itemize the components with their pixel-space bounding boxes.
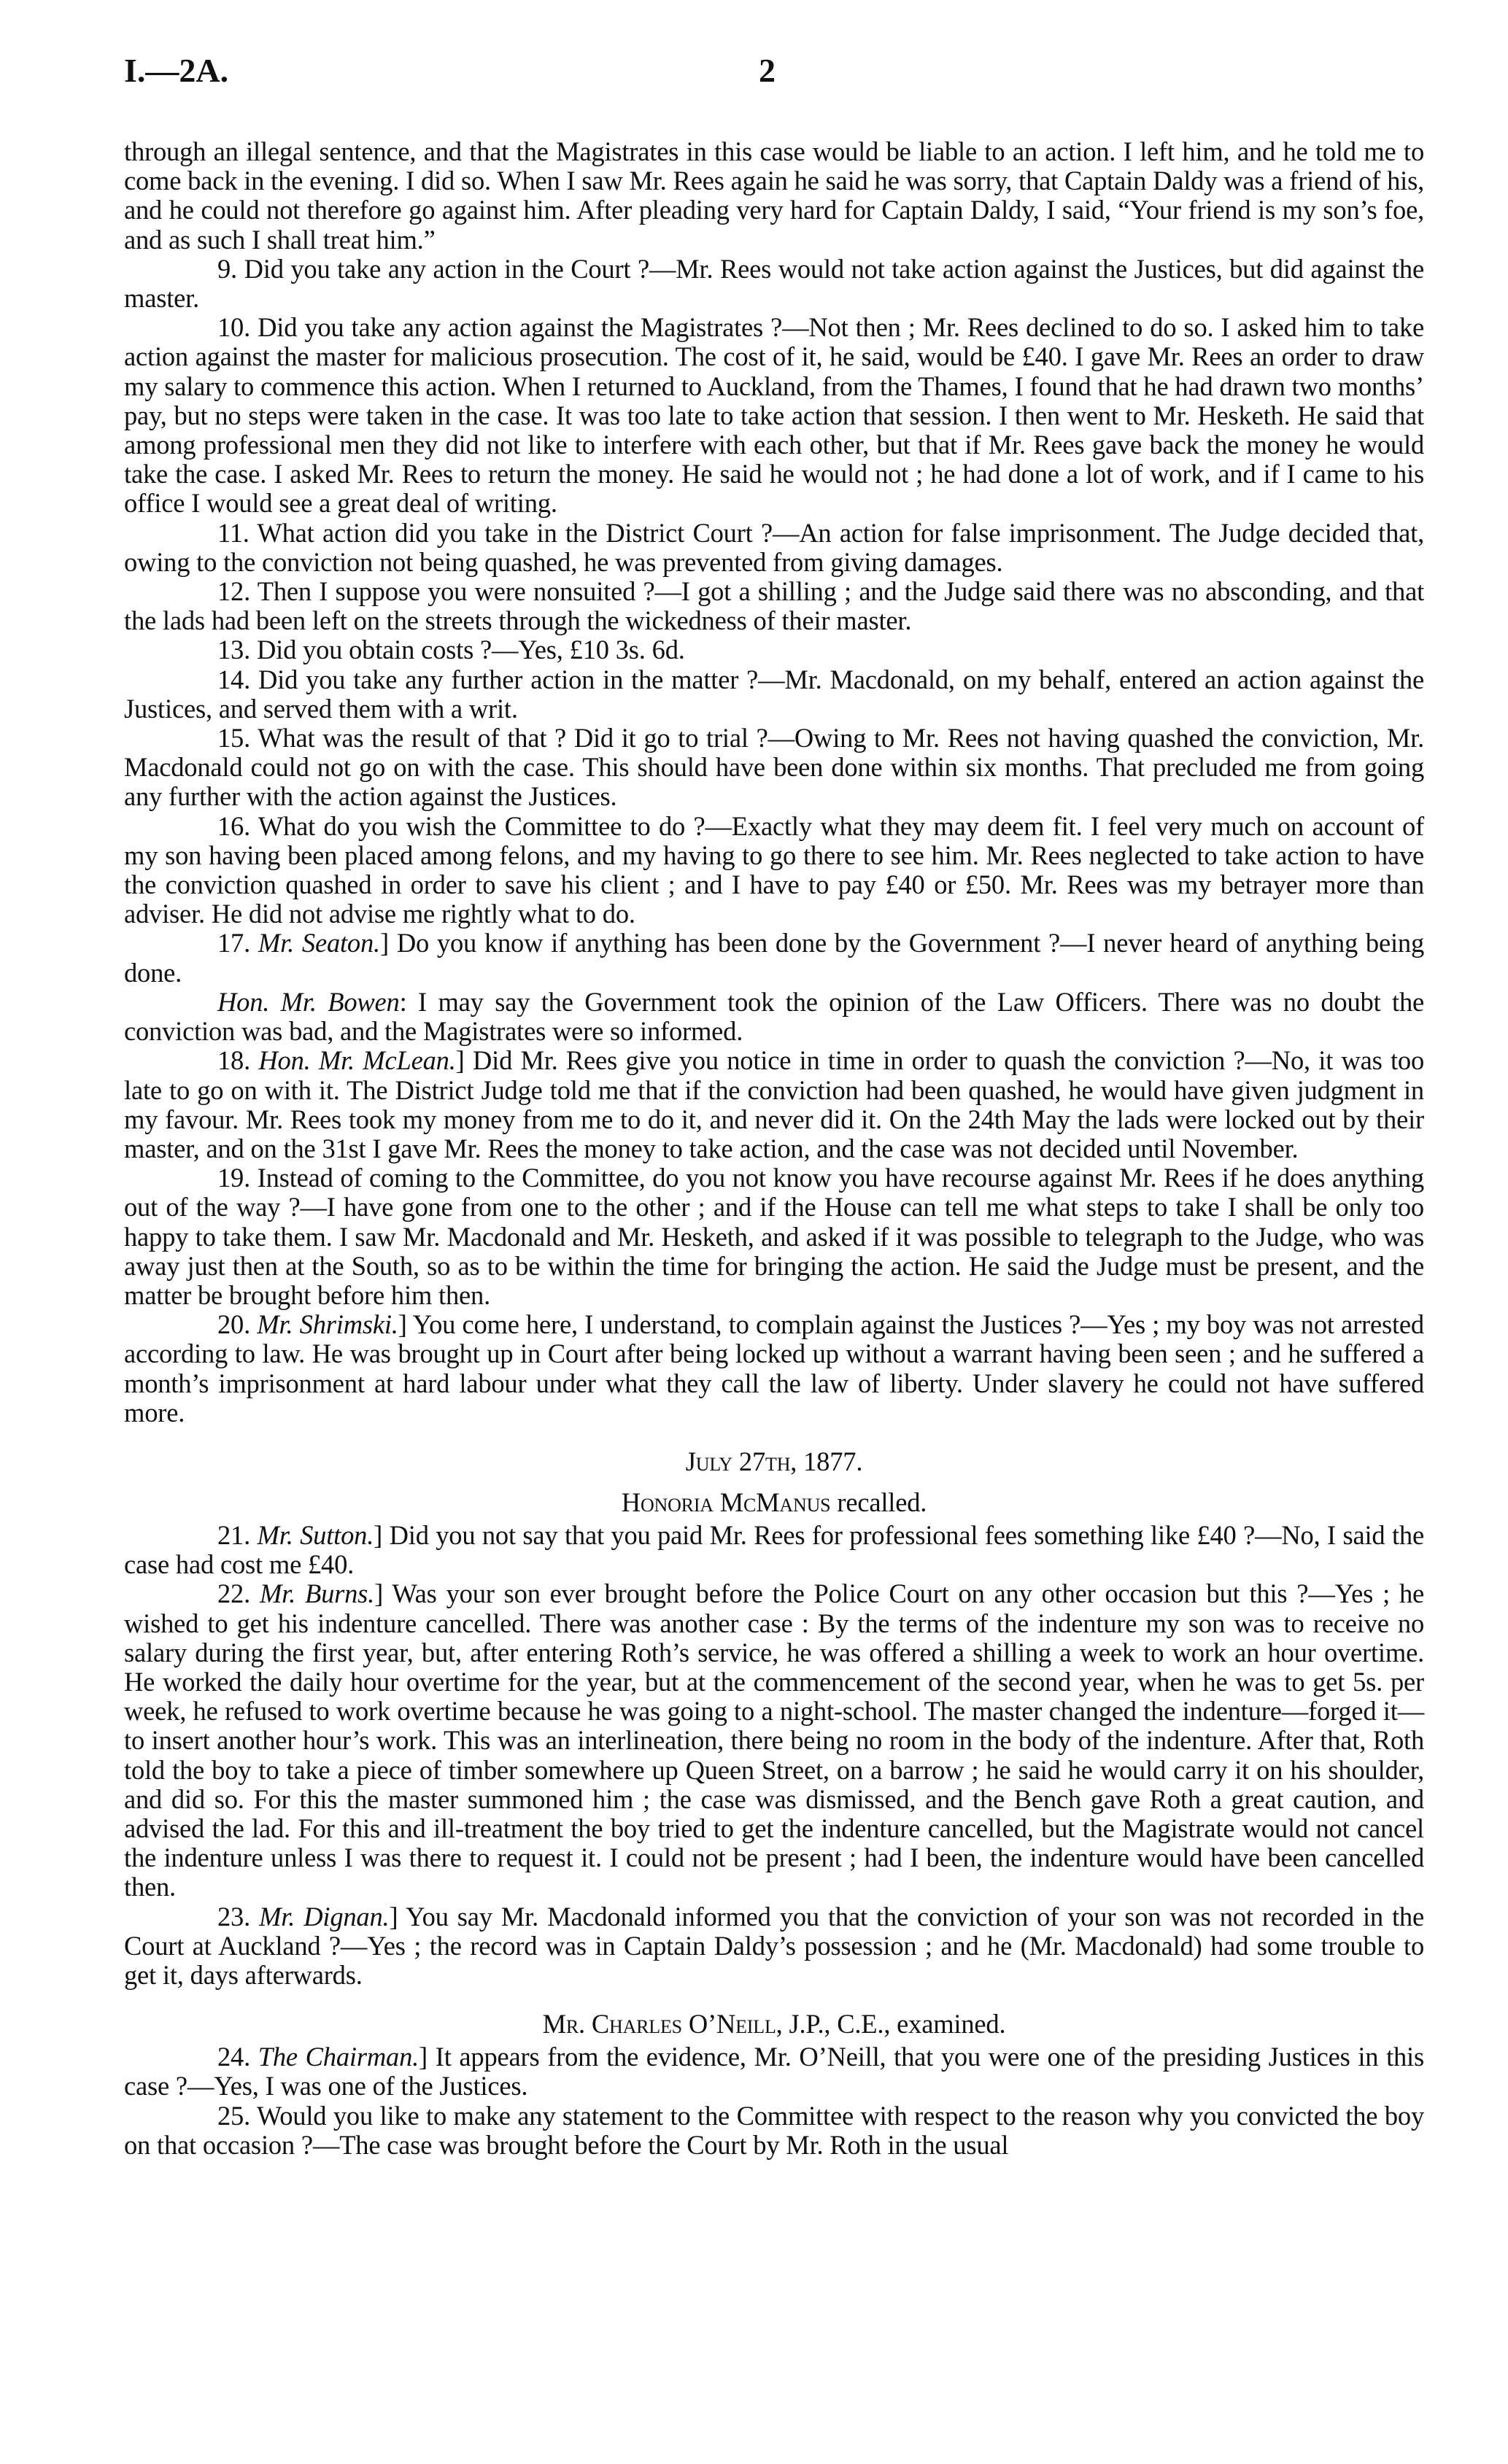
- testimony-paragraph: [124, 1310, 1424, 1427]
- section-heading: [124, 1446, 1424, 1477]
- witness-name: Mr. Charles O’Neill: [542, 2009, 776, 2039]
- speaker-separator: ]: [374, 1578, 384, 1609]
- testimony-paragraph: [124, 665, 1424, 724]
- speaker-name: Mr. Seaton.: [258, 928, 380, 958]
- testimony-paragraph: [124, 577, 1424, 635]
- speaker-separator: :: [399, 986, 407, 1017]
- paragraph-text: Did you take any further action in the matter ?—Mr. Macdonald, on my behalf, entered an action against the Justices, and served them with a writ.: [124, 664, 1424, 724]
- speaker-separator: ]: [398, 1309, 407, 1340]
- heading-text: recalled.: [830, 1487, 927, 1517]
- question-number: 10.: [217, 312, 251, 343]
- testimony-paragraph: [124, 929, 1424, 987]
- speaker-name: Mr. Shrimski.: [257, 1309, 398, 1340]
- paragraph-text: Was your son ever brought before the Police Court on any other occasion but this ?—Yes ; he wished to get his indenture cancelled. There was another case : By the terms of the indenture my son was to receive no salary during the first year, but, after entering Roth’s service, he was offered a shilling a week to work an hour overtime. He worked the daily hour overtime for the year, but at the commencement of the second year, when he was to get 5s. per week, he refused to work overtime because he was going to a night-school. The master changed the indenture—forged it—to insert another hour’s work. This was an interlineation, there being no room in the body of the indenture. After that, Roth told the boy to take a piece of timber somewhere up Queen Street, on a barrow ; he said he would carry it on his shoulder, and did so. For this the master summoned him ; the case was dismissed, and the Bench gave Roth a great caution, and advised the lad. For this and ill-treatment the boy tried to get the indenture cancelled, but the Magistrate would not cancel the indenture unless I was there to request it. I could not be present ; had I been, the indenture would have been cancelled then.: [124, 1578, 1424, 1902]
- paragraph-text: Do you know if anything has been done by the Government ?—I never heard of anything being done.: [124, 928, 1425, 988]
- paragraph-text: It appears from the evidence, Mr. O’Neill, that you were one of the presiding Justices in this case ?—Yes, I was one of the Justices.: [124, 2042, 1425, 2101]
- document-body: [124, 137, 1424, 2160]
- testimony-paragraph: [124, 137, 1424, 255]
- question-number: 13.: [217, 635, 251, 665]
- paragraph-text: through an illegal sentence, and that the Magistrates in this case would be liable to an action. I left him, and he told me to come back in the evening. I did so. When I saw Mr. Rees again he said he was sorry, that Captain Daldy was a friend of his, and he could not therefore go against him. After pleading very hard for Captain Daldy, I said, “Your friend is my son’s foe, and as such I shall treat him.”: [124, 136, 1424, 255]
- testimony-paragraph: [124, 1046, 1424, 1163]
- question-number: 18.: [217, 1045, 251, 1076]
- question-number: 19.: [217, 1163, 251, 1193]
- testimony-paragraph: [124, 2042, 1424, 2101]
- speaker-separator: ]: [419, 2042, 428, 2072]
- document-reference: I.—2A.: [124, 52, 229, 89]
- speaker-separator: ]: [455, 1045, 465, 1076]
- question-number: 25.: [217, 2100, 251, 2131]
- question-number: 14.: [217, 664, 251, 694]
- testimony-paragraph: [124, 1163, 1424, 1310]
- question-number: 12.: [217, 576, 251, 607]
- testimony-paragraph: [124, 519, 1424, 577]
- testimony-paragraph: [124, 812, 1424, 929]
- speaker-name: Mr. Sutton.: [257, 1519, 374, 1550]
- question-number: 24.: [217, 2042, 251, 2072]
- question-number: 9.: [217, 253, 237, 284]
- page-number: 2: [759, 52, 776, 89]
- speaker-name: Hon. Mr. McLean.: [258, 1045, 456, 1076]
- paragraph-text: Would you like to make any statement to the Committee with respect to the reason why you convicted the boy on that occasion ?—The case was brought before the Court by Mr. Roth in the usual: [124, 2100, 1424, 2160]
- paragraph-text: Did you take any action in the Court ?—Mr. Rees would not take action against the Justices, but did against the master.: [124, 253, 1424, 314]
- testimony-paragraph: [124, 2101, 1424, 2160]
- question-number: 20.: [217, 1309, 251, 1340]
- testimony-paragraph: [124, 988, 1424, 1046]
- paragraph-text: What do you wish the Committee to do ?—Exactly what they may deem fit. I feel very much on account of my son having been placed among felons, and my having to go there to see him. Mr. Rees neglected to take action to have the conviction quashed in order to save his client ; and I have to pay £40 or £50. Mr. Rees was my betrayer more than adviser. He did not advise me rightly what to do.: [124, 810, 1425, 929]
- testimony-paragraph: [124, 255, 1424, 313]
- paragraph-text: Did you take any action against the Magistrates ?—Not then ; Mr. Rees declined to do so. I asked him to take action against the master for malicious prosecution. The cost of it, he said, would be £40. I gave Mr. Rees an order to draw my salary to commence this action. When I returned to Auckland, from the Thames, I found that he had drawn two months’ pay, but no steps were taken in the case. It was too late to take action that session. I then went to Mr. Hesketh. He said that among professional men they did not like to interfere with each other, but that if Mr. Rees gave back the money he would take the case. I asked Mr. Rees to return the money. He said he would not ; he had done a lot of work, and if I came to his office I would see a great deal of writing.: [124, 312, 1424, 519]
- paragraph-text: Then I suppose you were nonsuited ?—I got a shilling ; and the Judge said there was no absconding, and that the lads had been left on the streets through the wickedness of their master.: [124, 576, 1425, 636]
- witness-name: Honoria McManus: [621, 1487, 831, 1517]
- testimony-paragraph: [124, 635, 1424, 665]
- testimony-paragraph: [124, 724, 1424, 812]
- speaker-name: The Chairman.: [258, 2042, 419, 2072]
- testimony-paragraph: [124, 313, 1424, 518]
- paragraph-text: You come here, I understand, to complain against the Justices ?—Yes ; my boy was not arrested according to law. He was brought up in Court after being locked up without a warrant having been seen ; and he suffered a month’s imprisonment at hard labour under what they call the law of liberty. Under slavery he could not have suffered more.: [124, 1309, 1424, 1427]
- question-number: 15.: [217, 723, 251, 753]
- speaker-name: Mr. Dignan.: [259, 1901, 390, 1932]
- paragraph-text: What was the result of that ? Did it go to trial ?—Owing to Mr. Rees not having quashed the conviction, Mr. Macdonald could not go on with the case. This should have been done within six months. That precluded me from going any further with the action against the Justices.: [124, 723, 1424, 812]
- testimony-paragraph: [124, 1579, 1424, 1902]
- heading-text: July 27th, 1877.: [685, 1446, 863, 1476]
- testimony-paragraph: [124, 1902, 1424, 1991]
- heading-text: , J.P., C.E., examined.: [776, 2009, 1006, 2039]
- question-number: 23.: [217, 1901, 251, 1932]
- speaker-separator: ]: [374, 1519, 383, 1550]
- testimony-paragraph: [124, 1521, 1424, 1579]
- speaker-separator: ]: [379, 928, 389, 958]
- paragraph-text: Instead of coming to the Committee, do you not know you have recourse against Mr. Rees if he does anything out of the way ?—I have gone from one to the other ; and if the House can tell me what steps to take I shall be only too happy to take them. I saw Mr. Macdonald and Mr. Hesketh, and asked if it was possible to telegraph to the Judge, who was away just then at the South, so as to be within the time for bringing the action. He said the Judge must be present, and the matter be brought before him then.: [124, 1163, 1424, 1310]
- speaker-separator: ]: [389, 1901, 398, 1932]
- paragraph-text: Did you not say that you paid Mr. Rees for professional fees something like £40 ?—No, I said the case had cost me £40.: [124, 1519, 1424, 1580]
- paragraph-text: Did you obtain costs ?—Yes, £10 3s. 6d.: [256, 635, 685, 665]
- question-number: 16.: [217, 810, 251, 841]
- speaker-name: Mr. Burns.: [259, 1578, 375, 1609]
- speaker-name: Hon. Mr. Bowen: [217, 986, 400, 1017]
- section-heading: [124, 2009, 1424, 2039]
- question-number: 21.: [217, 1519, 251, 1550]
- question-number: 17.: [217, 928, 251, 958]
- question-number: 11.: [217, 517, 250, 548]
- question-number: 22.: [217, 1578, 251, 1609]
- paragraph-text: I may say the Government took the opinion of the Law Officers. There was no doubt the conviction was bad, and the Magistrates were so informed.: [124, 986, 1424, 1047]
- paragraph-text: Did Mr. Rees give you notice in time in order to quash the conviction ?—No, it was too late to go on with it. The District Judge told me that if the conviction had been quashed, he would have given judgment in my favour. Mr. Rees took my money from me to do it, and never did it. On the 24th May the lads were locked out by their master, and on the 31st I gave Mr. Rees the money to take action, and the case was not decided until November.: [124, 1045, 1425, 1163]
- paragraph-text: What action did you take in the District Court ?—An action for false imprisonment. The Judge decided that, owing to the conviction not being quashed, he was prevented from giving damages.: [124, 517, 1425, 577]
- paragraph-text: You say Mr. Macdonald informed you that the conviction of your son was not recorded in the Court at Auckland ?—Yes ; the record was in Captain Daldy’s possession ; and he (Mr. Macdonald) had some trouble to get it, days afterwards.: [124, 1901, 1424, 1990]
- section-heading: [124, 1487, 1424, 1518]
